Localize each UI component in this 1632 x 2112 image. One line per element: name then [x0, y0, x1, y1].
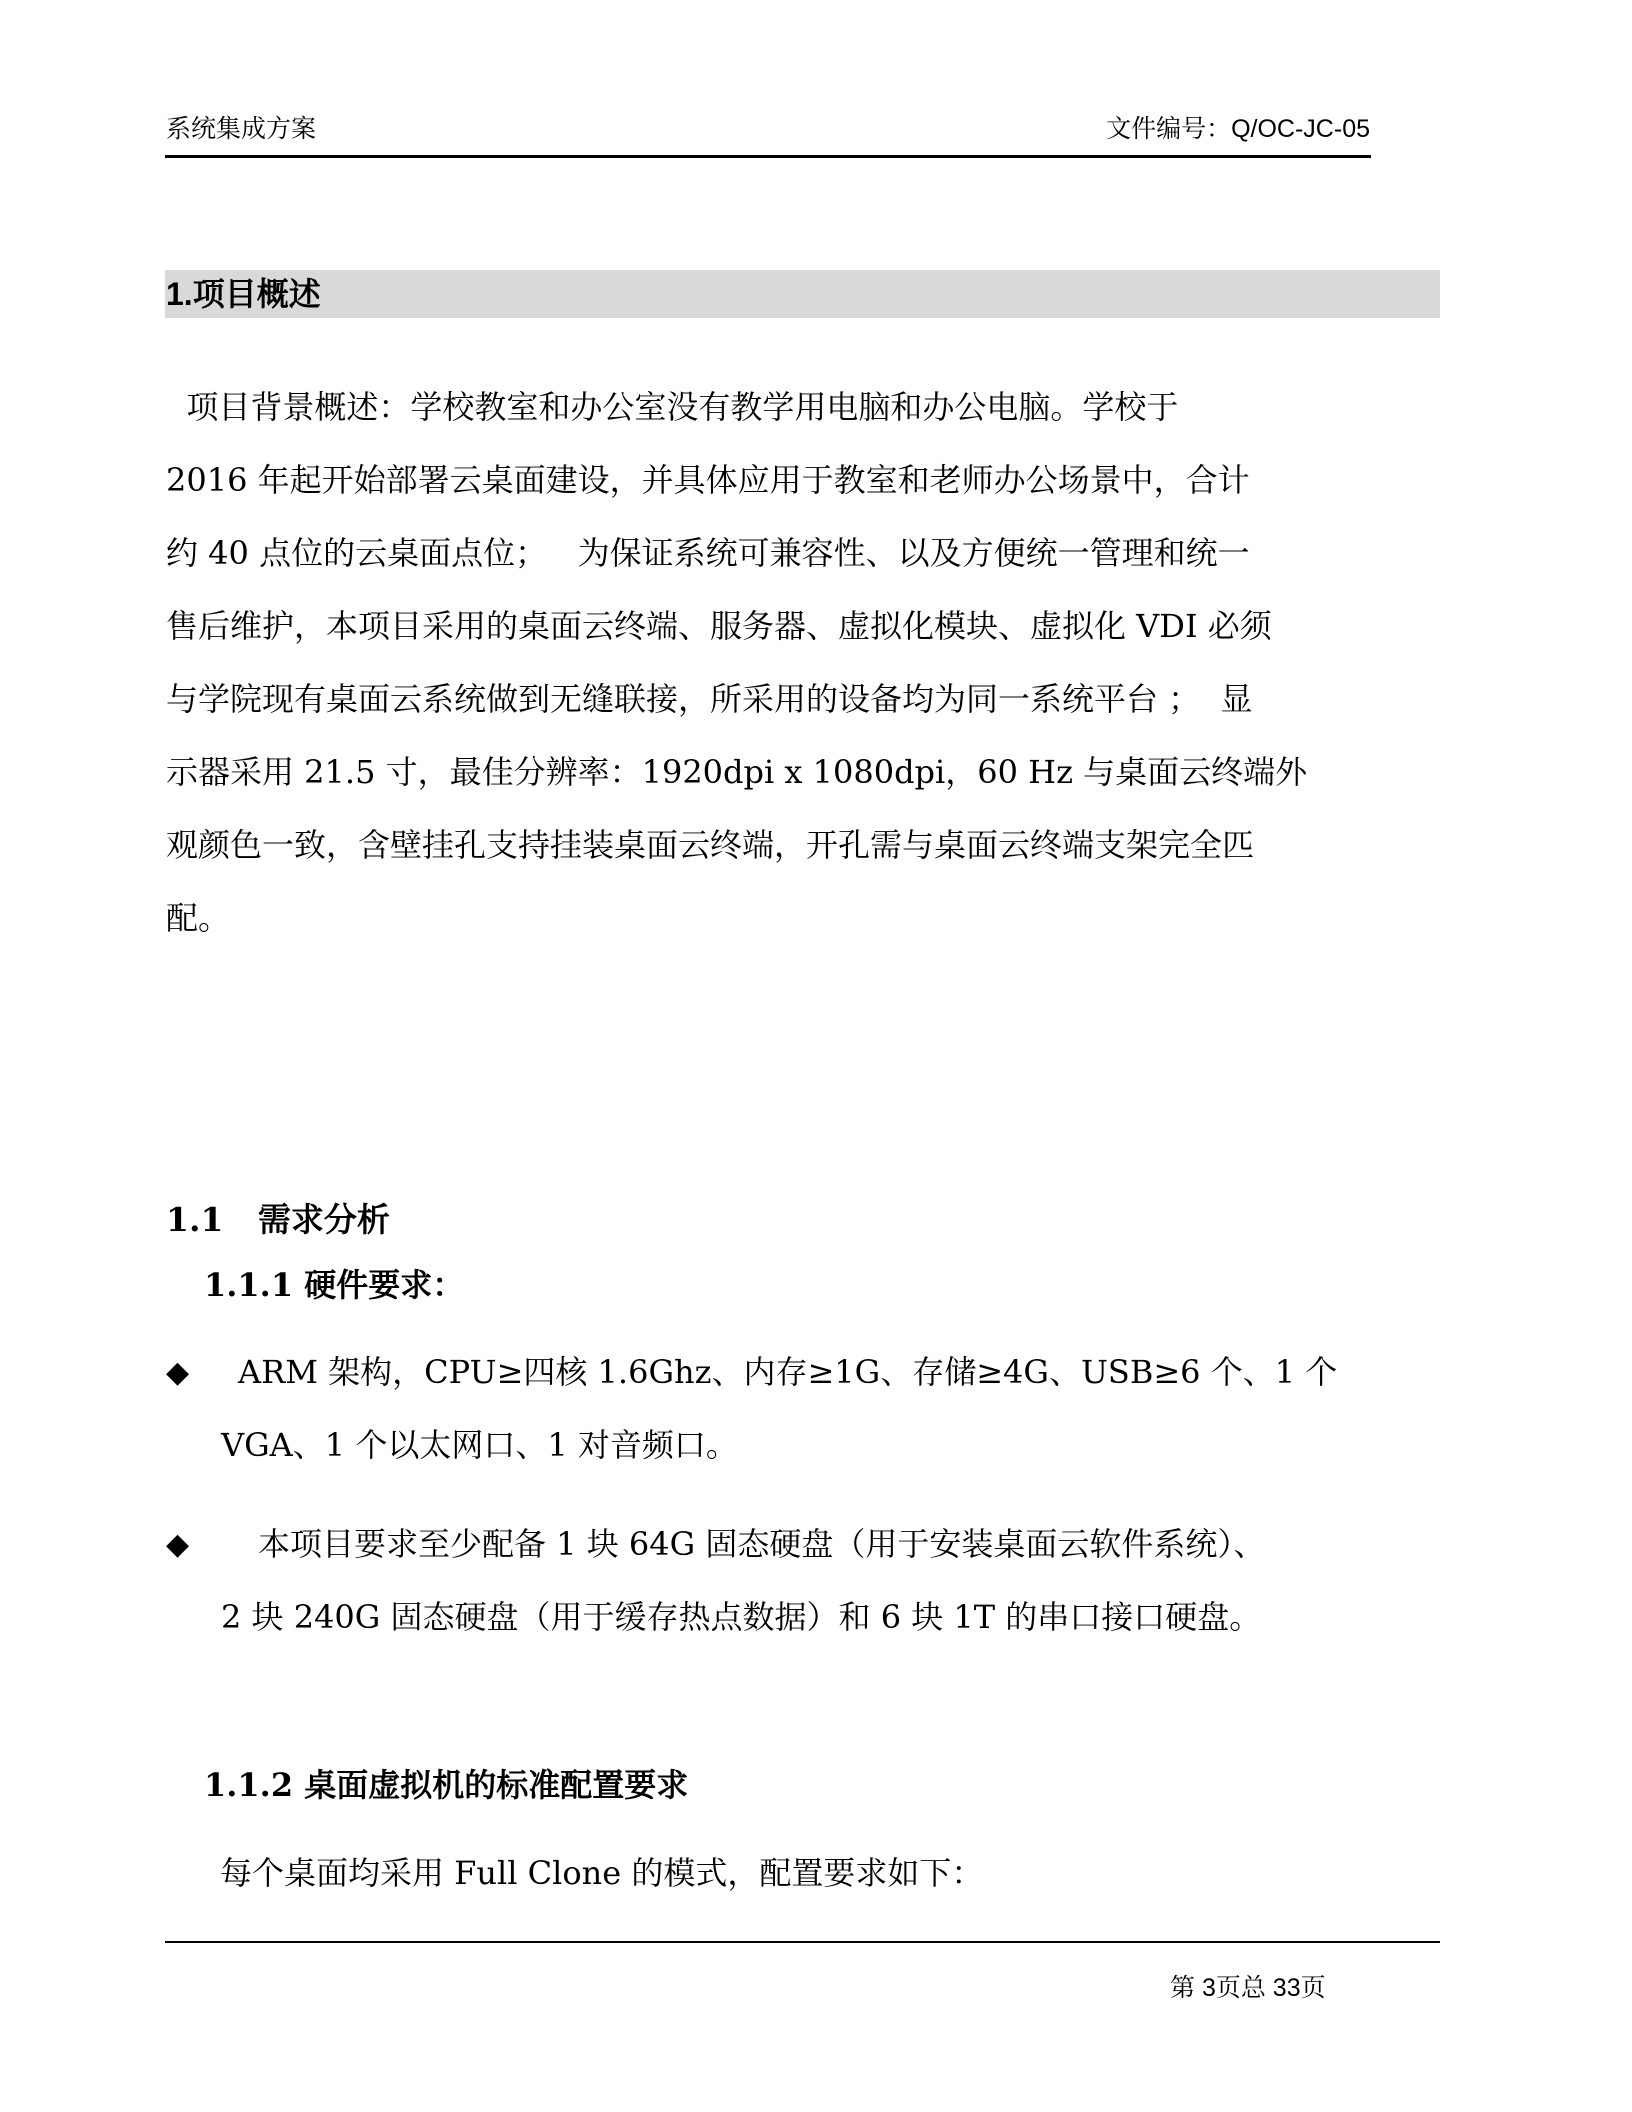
vm-config-heading: 1.1.2 桌面虚拟机的标准配置要求	[204, 1766, 689, 1804]
paragraph-line: 约 40 点位的云桌面点位； 为保证系统可兼容性、以及方便统一管理和统一	[166, 534, 1250, 572]
page-number: 第 3页总 33页	[1170, 1974, 1326, 2002]
header-doc-number: 文件编号：Q/OC-JC-05	[1106, 115, 1370, 143]
paragraph-line: 售后维护，本项目采用的桌面云终端、服务器、虚拟化模块、虚拟化 VDI 必须	[166, 607, 1272, 645]
paragraph-line: 项目背景概述：学校教室和办公室没有教学用电脑和办公电脑。学校于	[166, 388, 1179, 426]
bullet-item	[166, 1336, 1446, 1482]
bullet-line: 2 块 240G 固态硬盘（用于缓存热点数据）和 6 块 1T 的串口接口硬盘。	[221, 1598, 1262, 1636]
diamond-bullet-icon: ◆	[166, 1355, 190, 1390]
header-title: 系统集成方案	[166, 115, 317, 143]
paragraph-line: 2016 年起开始部署云桌面建设，并具体应用于教室和老师办公场景中，合计	[166, 461, 1250, 499]
bullet-line: ARM 架构，CPU≥四核 1.6Ghz、内存≥1G、存储≥4G、USB≥6 个、1 个	[238, 1353, 1338, 1391]
paragraph-line: 与学院现有桌面云系统做到无缝联接，所采用的设备均为同一系统平台 ； 显	[166, 680, 1253, 718]
vm-config-paragraph: 每个桌面均采用 Full Clone 的模式，配置要求如下：	[220, 1854, 984, 1892]
footer-divider	[165, 1941, 1440, 1943]
section-heading-background	[165, 270, 1440, 318]
bullet-line: VGA、1 个以太网口、1 对音频口。	[221, 1426, 738, 1464]
project-background-paragraph	[166, 371, 1446, 955]
paragraph-line: 配。	[166, 899, 231, 937]
subsection-heading: 1.1 需求分析	[166, 1200, 390, 1239]
paragraph-line: 示器采用 21.5 寸，最佳分辨率：1920dpi x 1080dpi，60 Hz 与桌面云终端外	[166, 753, 1308, 791]
bullet-item	[166, 1508, 1446, 1654]
paragraph-line: 观颜色一致，含壁挂孔支持挂装桌面云终端，开孔需与桌面云终端支架完全匹	[166, 826, 1255, 864]
hardware-requirements-heading: 1.1.1 硬件要求：	[204, 1266, 465, 1304]
header-divider	[165, 155, 1371, 158]
bullet-line: 本项目要求至少配备 1 块 64G 固态硬盘（用于安装桌面云软件系统）、	[258, 1525, 1266, 1563]
section-heading: 1.项目概述	[166, 276, 321, 312]
diamond-bullet-icon: ◆	[166, 1527, 190, 1562]
